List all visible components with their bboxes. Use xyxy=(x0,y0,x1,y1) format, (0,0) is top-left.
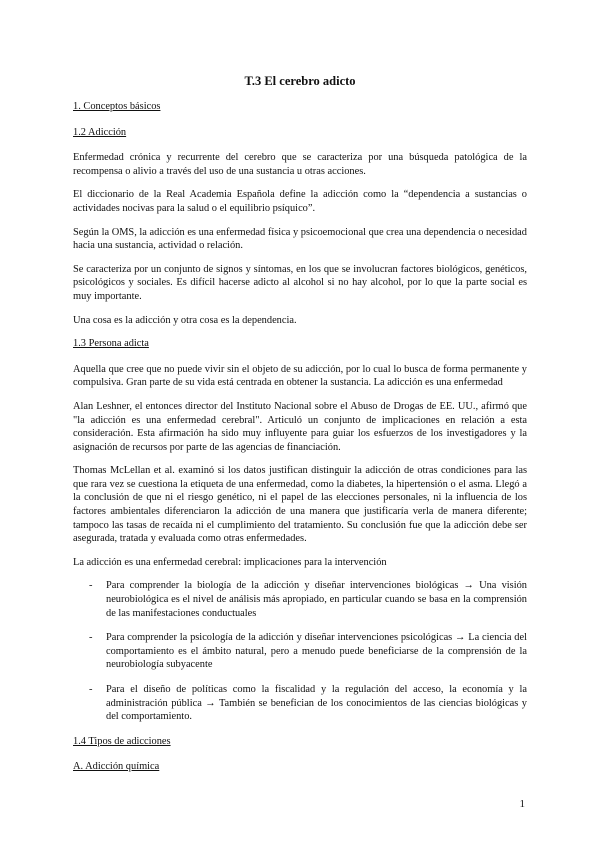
heading-conceptos-basicos: 1. Conceptos básicos xyxy=(73,101,161,112)
page-number: 1 xyxy=(519,798,525,810)
paragraph-adiccion-signos: Se caracteriza por un conjunto de signos y síntomas, en los que se involucran factores biológicos, genéticos, psicológicos y sociales. Es difícil hacerse adicto al alcohol si no hay alcohol, por lo que la parte social es muy importante. xyxy=(73,263,527,302)
heading-persona-adicta: 1.3 Persona adicta xyxy=(73,338,149,350)
list-item-biologia: - Para comprender la biología de la adicción y diseñar intervenciones biológicas → Una visión neurobiológica es el nivel de análisis más apropiado, en particular cuando se basa en la comprensión de las manifestaciones conductuales xyxy=(89,579,527,620)
heading-adiccion: 1.2 Adicción xyxy=(73,126,127,138)
paragraph-leshner: Alan Leshner, el entonces director del Instituto Nacional sobre el Abuso de Drogas de EE. UU., afirmó que "la adicción es una enfermedad cerebral". Articuló un conjunto de implicaciones en relación a esta consideración. Esta afirmación ha sido muy influyente para guiar los esfuerzos de los investigadores y la asignación de recursos por parte de las agencias de financiación. xyxy=(73,400,527,453)
paragraph-adiccion-oms: Según la OMS, la adicción es una enfermedad física y psicoemocional que crea una dependencia o necesidad hacia una sustancia, actividad o relación. xyxy=(73,226,527,252)
paragraph-persona-definicion: Aquella que cree que no puede vivir sin el objeto de su adicción, por lo cual lo busca de forma permanente y compulsiva. Gran parte de su vida está centrada en obtener la sustancia. La adicción es una enfermedad xyxy=(73,363,527,389)
heading-adiccion-quimica: A. Adicción química xyxy=(73,761,160,773)
paragraph-adiccion-rae: El diccionario de la Real Academia Española define la adicción como la “dependencia a sustancias o actividades nocivas para la salud o el equilibrio psíquico”. xyxy=(73,189,527,214)
paragraph-adiccion-dependencia: Una cosa es la adicción y otra cosa es la dependencia. xyxy=(73,314,297,326)
paragraph-mclellan: Thomas McLellan et al. examinó si los datos justifican distinguir la adicción de otras condiciones para las que rara vez se cuestiona la etiqueta de una enfermedad, como la diabetes, la hipertensión o el asma. Llegó a la conclusión de que ni el riesgo genético, ni el papel de las elecciones personales, ni la influencia de los factores ambientales diferenciaron la adicción de una manera que justificaría verla de manera diferente; tampoco las tasas de recaída ni el cumplimiento del tratamiento. Su conclusión fue que la adicción debe ser asegurada, tratada y evaluada como otras enfermedades. xyxy=(73,465,527,545)
list-item-psicologia: - Para comprender la psicología de la adicción y diseñar intervenciones psicológicas → La ciencia del comportamiento es el ámbito natural, pero a menudo puede beneficiarse de la comprensión de la neurobiología subyacente xyxy=(89,631,527,672)
list-item-politicas: - Para el diseño de políticas como la fiscalidad y la regulación del acceso, la economía y la administración pública → También se benefician de los conocimientos de las ciencias biológicas y del comportamiento. xyxy=(89,683,527,724)
paragraph-adiccion-definicion: Enfermedad crónica y recurrente del cerebro que se caracteriza por una búsqueda patológica de la recompensa o alivio a través del uso de una sustancia u otras acciones. xyxy=(73,152,527,177)
implicaciones-list xyxy=(73,579,527,723)
document-page xyxy=(73,70,527,786)
document-title: T.3 El cerebro adicto xyxy=(244,74,356,88)
paragraph-implicaciones-intro: La adicción es una enfermedad cerebral: implicaciones para la intervención xyxy=(73,556,387,568)
heading-tipos-adicciones: 1.4 Tipos de adicciones xyxy=(73,735,171,747)
